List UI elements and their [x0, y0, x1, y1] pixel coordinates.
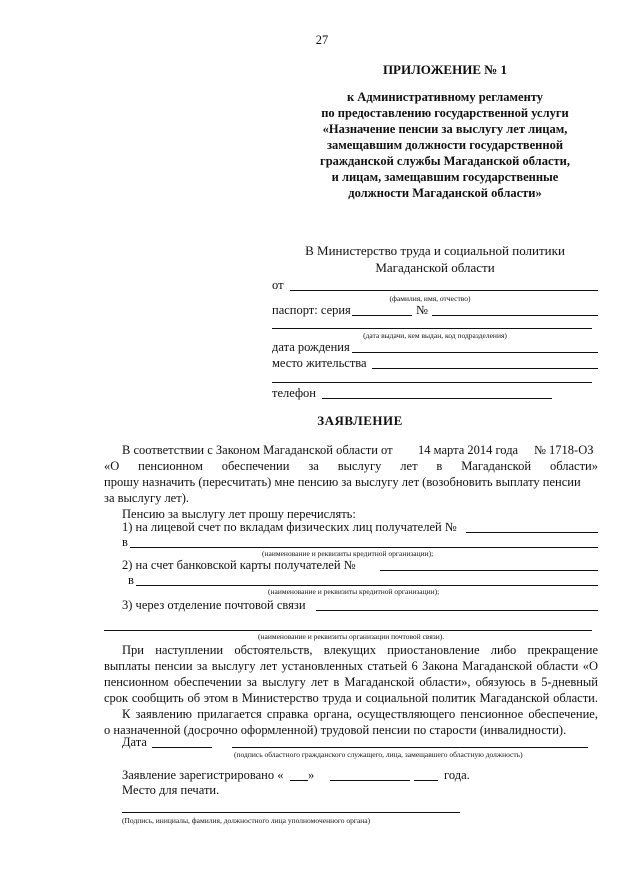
registered-prefix: Заявление зарегистрировано « — [122, 768, 284, 782]
attachment-text: К заявлению прилагается справка органа, осуществляющего пенсионное обеспечение, — [122, 707, 598, 721]
official-caption: (Подпись, инициалы, фамилия, должностного лица уполномоченного органа) — [122, 816, 371, 825]
registered-year-field[interactable] — [414, 780, 438, 781]
post-office-field[interactable] — [316, 610, 598, 611]
option-post: 3) через отделение почтовой связи — [122, 598, 306, 612]
page-number: 27 — [315, 33, 329, 47]
residence-field[interactable] — [372, 368, 598, 369]
appendix-line: должности Магаданской области» — [348, 186, 542, 200]
from-label: от — [272, 278, 284, 292]
appendix-line: к Административному регламенту — [346, 90, 543, 104]
post-caption: (наименование и реквизиты организации почтовой связи). — [258, 632, 445, 641]
registered-month-field[interactable] — [330, 780, 410, 781]
obligation-text: При наступлении обстоятельств, влекущих приостановление либо прекращение — [122, 643, 598, 657]
signature-field[interactable] — [232, 747, 588, 748]
date-label: Дата — [122, 735, 147, 749]
intro-text: прошу назначить (пересчитать) мне пенсию за выслугу лет (возобновить выплату пенсии — [104, 475, 581, 489]
phone-field[interactable] — [322, 398, 552, 399]
intro-text: за выслугу лет). — [104, 491, 189, 505]
appendix-line: замещавшим должности государственной — [326, 138, 564, 152]
seal-place: Место для печати. — [122, 783, 220, 797]
appendix-line: «Назначение пенсии за выслугу лет лицам, — [322, 122, 568, 136]
bank-caption: (наименование и реквизиты кредитной организации); — [268, 587, 440, 596]
document-title: ЗАЯВЛЕНИЕ — [317, 413, 403, 428]
transfer-lead: Пенсию за выслугу лет прошу перечислять: — [122, 507, 356, 521]
law-date: 14 марта 2014 года — [418, 443, 519, 457]
intro-text: В соответствии с Законом Магаданской области от — [122, 443, 393, 457]
law-number: № 1718-ОЗ — [534, 443, 594, 457]
bank-field[interactable] — [130, 547, 598, 548]
registered-day-field[interactable] — [290, 780, 308, 781]
option-card: 2) на счет банковской карты получателей № — [122, 558, 356, 572]
registered-close-quote: » — [308, 768, 315, 782]
passport-number-label: № — [416, 303, 428, 317]
passport-issued-field[interactable] — [272, 328, 592, 329]
official-signature-field[interactable] — [122, 812, 460, 813]
signature-caption: (подпись областного гражданского служащего, лица, замещавшего областную должность) — [234, 750, 523, 759]
birthdate-label: дата рождения — [272, 340, 350, 354]
issued-caption: (дата выдачи, кем выдан, код подразделения) — [363, 331, 507, 340]
bank-field[interactable] — [136, 585, 598, 586]
birthdate-field[interactable] — [352, 352, 598, 353]
passport-series-label: паспорт: серия — [272, 303, 351, 317]
appendix-line: и лицам, замещавшим государственные — [331, 170, 559, 184]
appendix-line: по предоставлению государственной услуги — [321, 106, 569, 120]
option-account: 1) на лицевой счет по вкладам физических лиц получателей № — [122, 520, 457, 534]
attachment-text: о назначенной (досрочно оформленной) трудовой пенсии по старости (инвалидности). — [104, 723, 567, 737]
obligation-text: пенсионном обеспечении за выслугу лет в Магаданской области», обязуюсь в 5-дневный — [104, 675, 598, 689]
addressee-line: В Министерство труда и социальной политики — [305, 243, 565, 258]
date-field[interactable] — [152, 747, 212, 748]
bank-in-label: в — [128, 573, 134, 587]
registered-suffix: года. — [444, 768, 470, 782]
from-caption: (фамилия, имя, отчество) — [389, 294, 471, 303]
obligation-text: выплаты пенсии за выслугу лет установленных статьей 6 Закона Магаданской области «О — [104, 659, 598, 673]
appendix-title: ПРИЛОЖЕНИЕ № 1 — [382, 62, 508, 77]
bank-in-label: в — [122, 535, 128, 549]
post-office-field-extra[interactable] — [104, 630, 592, 631]
bank-caption: (наименование и реквизиты кредитной организации); — [262, 549, 434, 558]
passport-series-field[interactable] — [352, 315, 412, 316]
intro-text: «О пенсионном обеспечении за выслугу лет в Магаданской области» — [104, 459, 598, 473]
residence-field-extra[interactable] — [272, 382, 592, 383]
phone-label: телефон — [272, 386, 316, 400]
card-number-field[interactable] — [380, 570, 598, 571]
residence-label: место жительства — [272, 356, 367, 370]
passport-number-field[interactable] — [432, 315, 598, 316]
from-field[interactable] — [290, 290, 598, 291]
obligation-text: срок сообщить об этом в Министерство труда и социальной политик Магаданской области. — [104, 691, 598, 705]
appendix-line: гражданской службы Магаданской области, — [320, 154, 570, 168]
account-number-field[interactable] — [466, 532, 598, 533]
addressee-line: Магаданской области — [375, 260, 495, 275]
